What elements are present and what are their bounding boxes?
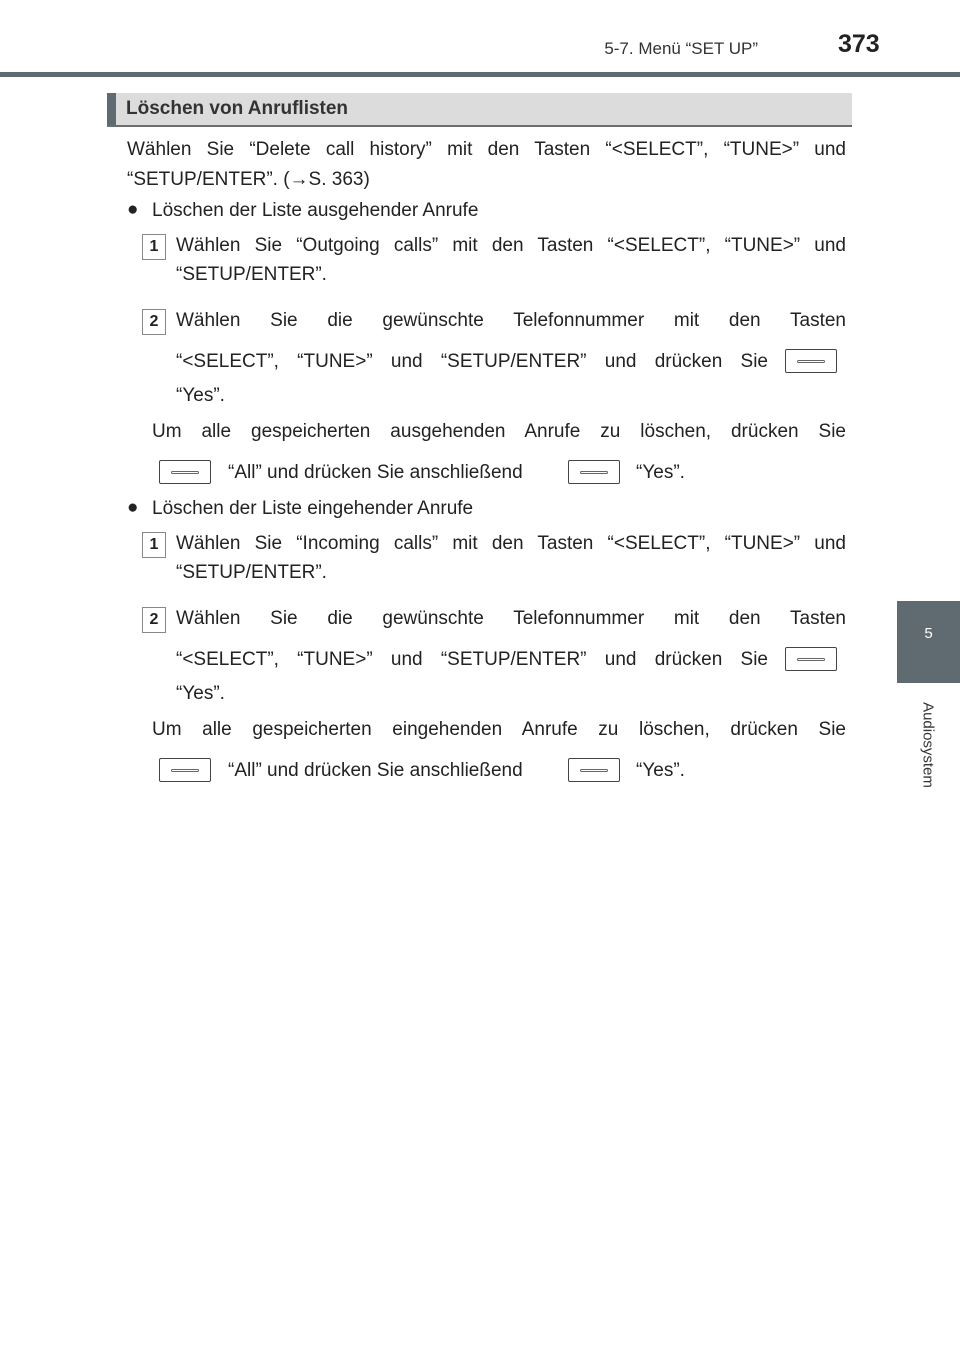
section-bar-accent xyxy=(107,93,116,125)
outgoing-note-part-a: “All” und drücken Sie anschließend xyxy=(228,462,523,483)
outgoing-step1-line-2: “SETUP/ENTER”. xyxy=(176,264,327,285)
chapter-tab-number: 5 xyxy=(924,625,933,642)
intro-line-1: Wählen Sie “Delete call history” mit den Tasten “<SELECT”, “TUNE>” und xyxy=(127,139,846,160)
chapter-header: 5-7. Menü “SET UP” xyxy=(604,39,758,58)
section-title: Löschen von Anruflisten xyxy=(126,98,349,119)
outgoing-note-part-b: “Yes”. xyxy=(636,462,685,483)
button-key-icon xyxy=(568,758,620,782)
button-key-icon xyxy=(159,460,211,484)
incoming-note-part-a: “All” und drücken Sie anschließend xyxy=(228,760,523,781)
outgoing-step2-line-2: “<SELECT”, “TUNE>” und “SETUP/ENTER” und drücken Sie xyxy=(176,351,768,372)
step-number-1: 1 xyxy=(142,234,166,260)
outgoing-heading: Löschen der Liste ausgehender Anrufe xyxy=(152,200,479,221)
incoming-note-line-1: Um alle gespeicherten eingehenden Anrufe zu löschen, drücken Sie xyxy=(152,719,846,740)
step-number-1: 1 xyxy=(142,532,166,558)
chapter-tab xyxy=(897,601,960,683)
button-key-icon xyxy=(568,460,620,484)
intro-line-2: “SETUP/ENTER”. (→S. 363) xyxy=(127,169,370,190)
incoming-step1-line-1: Wählen Sie “Incoming calls” mit den Tasten “<SELECT”, “TUNE>” und xyxy=(176,533,846,554)
chapter-tab-label: Audiosystem xyxy=(919,702,937,788)
incoming-step2-line-1: Wählen Sie die gewünschte Telefonnummer mit den Tasten xyxy=(176,608,846,629)
page-number: 373 xyxy=(838,30,880,58)
step-number-2: 2 xyxy=(142,309,166,335)
outgoing-note-line-1: Um alle gespeicherten ausgehenden Anrufe zu löschen, drücken Sie xyxy=(152,421,846,442)
incoming-step2-line-3: “Yes”. xyxy=(176,683,225,704)
step-number-2: 2 xyxy=(142,607,166,633)
outgoing-step2-line-1: Wählen Sie die gewünschte Telefonnummer mit den Tasten xyxy=(176,310,846,331)
section-title-bar xyxy=(107,93,852,127)
outgoing-step1-line-1: Wählen Sie “Outgoing calls” mit den Tasten “<SELECT”, “TUNE>” und xyxy=(176,235,846,256)
incoming-step2-line-2: “<SELECT”, “TUNE>” und “SETUP/ENTER” und drücken Sie xyxy=(176,649,768,670)
incoming-note-part-b: “Yes”. xyxy=(636,760,685,781)
bullet-icon: ● xyxy=(127,199,139,220)
button-key-icon xyxy=(159,758,211,782)
header-rule xyxy=(0,72,960,77)
button-key-icon xyxy=(785,647,837,671)
incoming-heading: Löschen der Liste eingehender Anrufe xyxy=(152,498,474,519)
outgoing-step2-line-3: “Yes”. xyxy=(176,385,225,406)
button-key-icon xyxy=(785,349,837,373)
incoming-step1-line-2: “SETUP/ENTER”. xyxy=(176,562,327,583)
bullet-icon: ● xyxy=(127,497,139,518)
